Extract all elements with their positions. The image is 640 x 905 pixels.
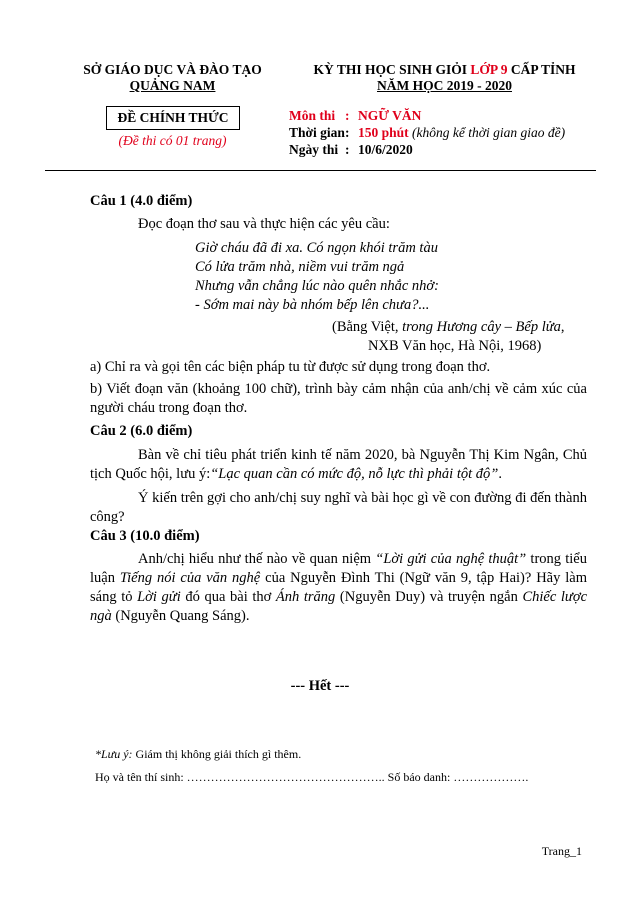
date-row: Ngày thi : 10/6/2020 bbox=[289, 142, 413, 157]
question-1-intro: Đọc đoạn thơ sau và thực hiện các yêu cầu: bbox=[138, 216, 390, 232]
header-divider bbox=[45, 170, 596, 171]
poem-excerpt bbox=[195, 239, 439, 315]
school-year: NĂM HỌC 2019 - 2020 bbox=[377, 78, 512, 93]
page-number: Trang_1 bbox=[541, 844, 582, 858]
exam-info bbox=[289, 107, 565, 158]
province-name: QUẢNG NAM bbox=[129, 78, 216, 93]
department-header bbox=[70, 62, 275, 94]
exam-title: KỲ THI HỌC SINH GIỎI LỚP 9 CẤP TỈNH bbox=[313, 62, 576, 77]
time-row: Thời gian: 150 phút (không kể thời gian giao đề) bbox=[289, 125, 566, 140]
grade-label: LỚP 9 bbox=[470, 62, 508, 77]
question-1-part-a: a) Chỉ ra và gọi tên các biện pháp tu từ được sử dụng trong đoạn thơ. bbox=[90, 359, 491, 375]
date-value: 10/6/2020 bbox=[358, 142, 413, 157]
pages-note: (Đề thi có 01 trang) bbox=[118, 133, 227, 148]
question-2-paragraph-2: Ý kiến trên gợi cho anh/chị suy nghĩ và bài học gì về con đường đi đến thành công? bbox=[90, 490, 587, 525]
subject-value: NGỮ VĂN bbox=[358, 108, 422, 123]
poem-line: - Sớm mai này bà nhóm bếp lên chưa?... bbox=[195, 297, 430, 313]
end-mark: --- Hết --- bbox=[290, 678, 350, 694]
poem-source: (Bằng Việt, trong Hương cây – Bếp lửa, NXB Văn học, Hà Nội, 1968) bbox=[332, 319, 565, 354]
department-name: SỞ GIÁO DỤC VÀ ĐÀO TẠO bbox=[83, 62, 262, 77]
question-3-title: Câu 3 (10.0 điểm) bbox=[90, 528, 200, 544]
exam-header bbox=[292, 62, 597, 94]
question-1-part-b: b) Viết đoạn văn (khoảng 100 chữ), trình bày cảm nhận của anh/chị về cảm xúc của người cháu trong đoạn thơ. bbox=[90, 381, 587, 416]
question-3-paragraph: Anh/chị hiểu như thế nào về quan niệm “Lời gửi của nghệ thuật” trong tiểu luận Tiếng nói của văn nghệ của Nguyễn Đình Thi (Ngữ văn 9, tập Hai)? Hãy làm sáng tỏ Lời gửi đó qua bài thơ Ánh trăng (Nguyễn Duy) và truyện ngắn Chiếc lược ngà (Nguyễn Quang Sáng). bbox=[90, 551, 588, 624]
time-value: 150 phút bbox=[358, 125, 409, 140]
official-exam-box: ĐỀ CHÍNH THỨC bbox=[106, 106, 240, 130]
poem-line: Nhưng vẫn chẳng lúc nào quên nhắc nhở: bbox=[195, 278, 439, 294]
proctor-note: *Lưu ý: Giám thị không giải thích gì thêm. bbox=[95, 747, 302, 761]
time-note: (không kể thời gian giao đề) bbox=[412, 125, 566, 140]
poem-line: Có lửa trăm nhà, niềm vui trăm ngả bbox=[195, 259, 405, 275]
subject-row: Môn thi : NGỮ VĂN bbox=[289, 108, 422, 123]
question-2-title: Câu 2 (6.0 điểm) bbox=[90, 423, 193, 439]
question-1-title: Câu 1 (4.0 điểm) bbox=[90, 193, 193, 209]
question-2-paragraph-1: Bàn về chỉ tiêu phát triển kinh tế năm 2020, bà Nguyễn Thị Kim Ngân, Chủ tịch Quốc hội, lưu ý:“Lạc quan cần có mức độ, nỗ lực thì phải tột độ”. bbox=[90, 447, 587, 482]
poem-line: Giờ cháu đã đi xa. Có ngọn khói trăm tàu bbox=[195, 240, 438, 256]
candidate-info-line: Họ và tên thí sinh: ………………………………………….. Số báo danh: ………………. bbox=[95, 770, 529, 784]
